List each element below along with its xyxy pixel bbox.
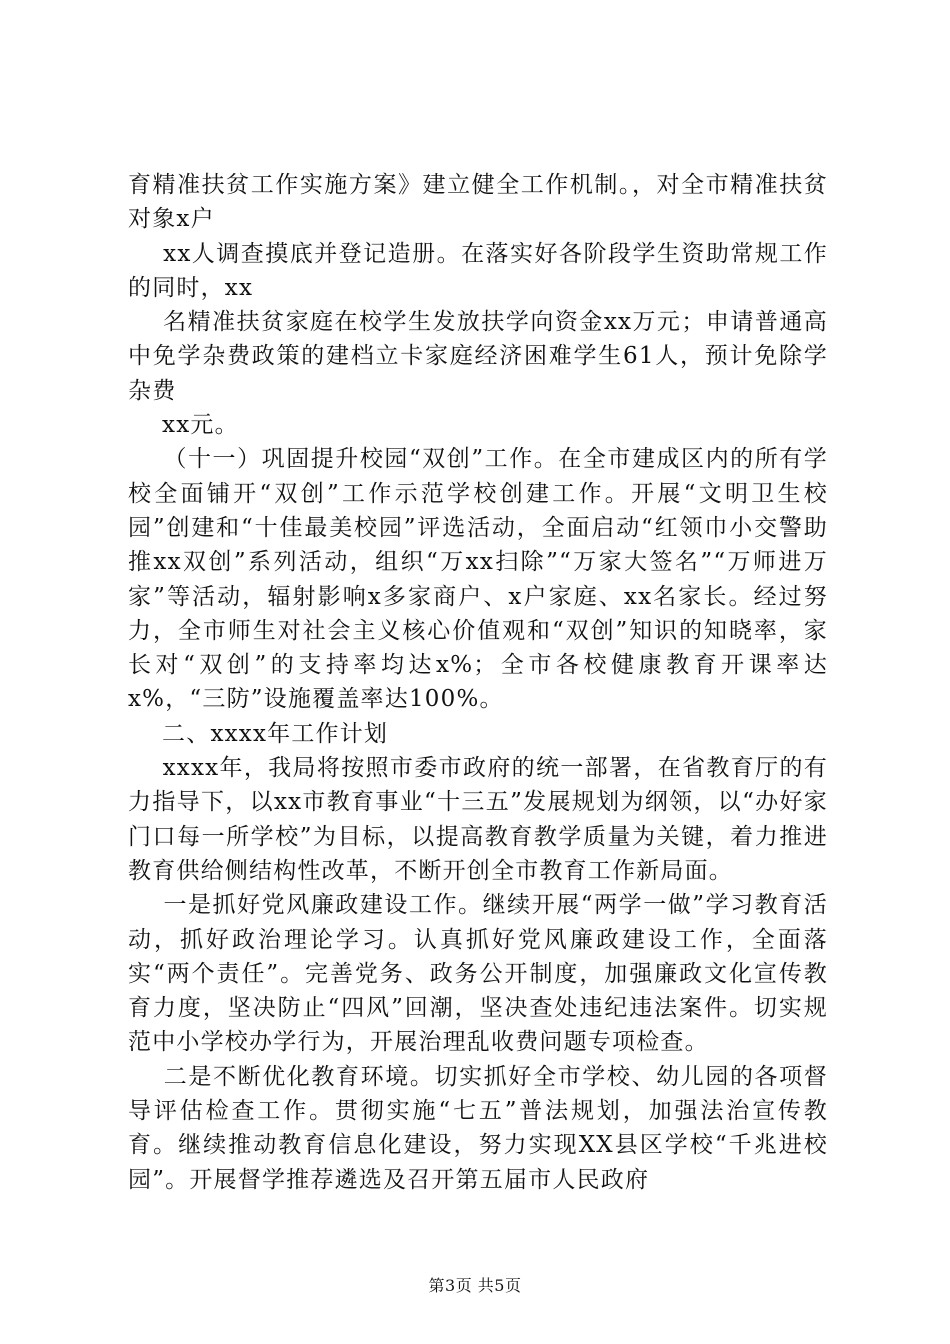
paragraph-5: （十一）巩固提升校园“双创”工作。在全市建成区内的所有学校全面铺开“双创”工作示范学校创建工作。开展“文明卫生校园”创建和“十佳最美校园”评选活动，全面启动“红领巾小交警助推xx双创”系列活动，组织“万xx扫除”“万家大签名”“万师进万家”等活动，辐射影响x多家商户、x户家庭、xx名家长。经过努力，全市师生对社会主义核心价值观和“双创”知识的知晓率，家长对“双创”的支持率均达x%；全市各校健康教育开课率达x%，“三防”设施覆盖率达100%。 xyxy=(128,446,829,713)
section-heading: 二、xxxx年工作计划 xyxy=(128,720,389,747)
paragraph-7: xxxx年，我局将按照市委市政府的统一部署，在省教育厅的有力指导下，以xx市教育事业“十三五”发展规划为纲领，以“办好家门口每一所学校”为目标，以提高教育教学质量为关键，着力推进教育供给侧结构性改革，不断开创全市教育工作新局面。 xyxy=(128,755,829,884)
page-footer: 第3页 共5页 xyxy=(428,1276,522,1295)
paragraph-4: xx元。 xyxy=(128,412,239,439)
paragraph-8: 一是抓好党风廉政建设工作。继续开展“两学一做”学习教育活动，抓好政治理论学习。认真抓好党风廉政建设工作，全面落实“两个责任”。完善党务、政务公开制度，加强廉政文化宣传教育力度，坚决防止“四风”回潮，坚决查处违纪违法案件。切实规范中小学校办学行为，开展治理乱收费问题专项检查。 xyxy=(128,892,829,1056)
paragraph-1: 育精准扶贫工作实施方案》建立健全工作机制。，对全市精准扶贫对象x户 xyxy=(128,172,828,233)
paragraph-3: 名精准扶贫家庭在校学生发放扶学向资金xx万元；申请普通高中免学杂费政策的建档立卡家庭经济困难学生61人，预计免除学杂费 xyxy=(128,309,828,404)
paragraph-2: xx人调查摸底并登记造册。在落实好各阶段学生资助常规工作的同时，xx xyxy=(128,240,828,301)
document-body xyxy=(128,168,828,1197)
paragraph-9: 二是不断优化教育环境。切实抓好全市学校、幼儿园的各项督导评估检查工作。贯彻实施“七五”普法规划，加强法治宣传教育。继续推动教育信息化建设，努力实现XX县区学校“千兆进校园”。开展督学推荐遴选及召开第五届市人民政府 xyxy=(128,1063,828,1193)
